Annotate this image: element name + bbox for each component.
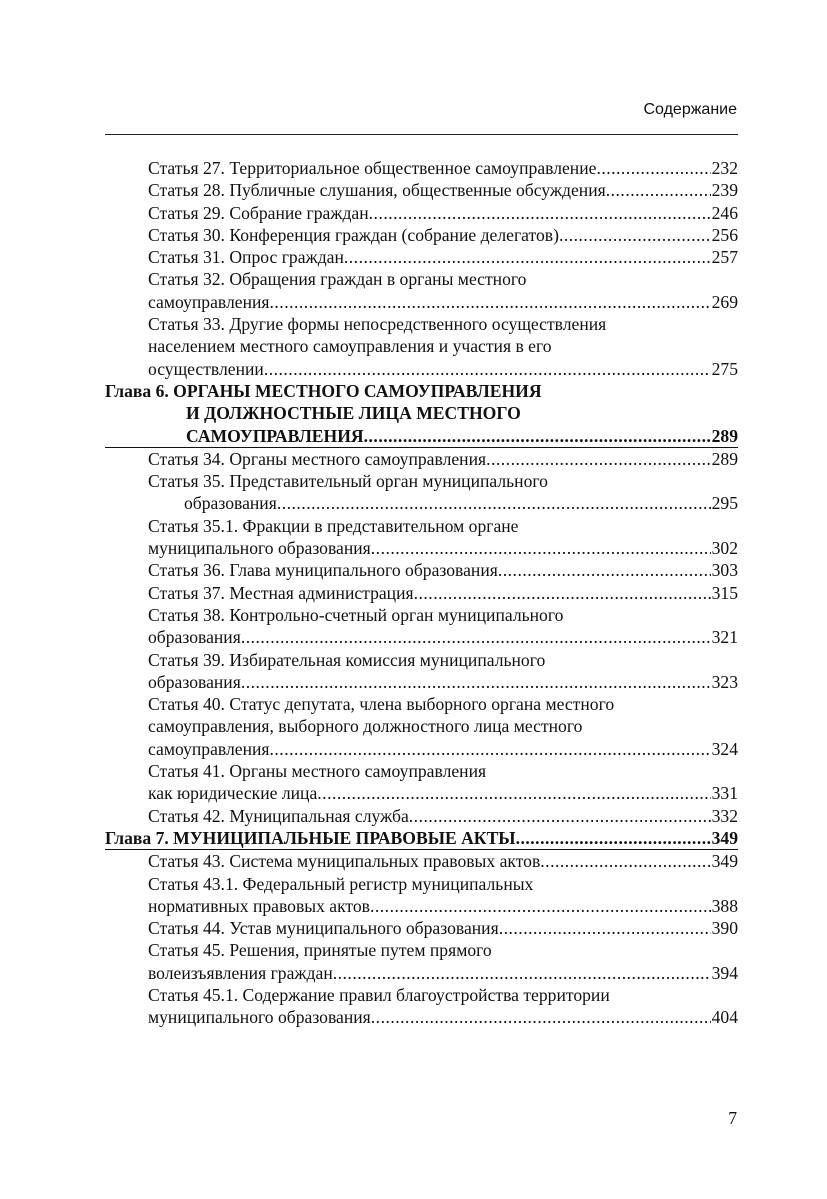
toc-entry-title: Статья 42. Муниципальная служба bbox=[148, 805, 409, 826]
toc-article-entry[interactable] bbox=[105, 515, 738, 560]
dot-leader bbox=[498, 559, 711, 581]
toc-page-number: 324 bbox=[711, 738, 738, 759]
toc-page-number: 323 bbox=[711, 671, 738, 692]
toc-page-number: 315 bbox=[711, 582, 738, 603]
toc-page-number: 331 bbox=[711, 783, 738, 804]
toc-article-entry[interactable] bbox=[105, 604, 738, 649]
dot-leader bbox=[241, 671, 711, 693]
toc-entry-line bbox=[105, 425, 738, 448]
dot-leader bbox=[370, 895, 711, 917]
toc-article-entry[interactable] bbox=[105, 559, 738, 581]
toc-entry-title: Статья 29. Собрание граждан bbox=[148, 202, 369, 223]
dot-leader bbox=[371, 537, 711, 559]
table-of-contents bbox=[105, 157, 738, 1029]
toc-entry-line bbox=[148, 626, 738, 648]
toc-page-number: 404 bbox=[711, 1007, 738, 1028]
dot-leader bbox=[270, 291, 711, 313]
toc-page-number: 349 bbox=[711, 851, 738, 872]
page-number: 7 bbox=[728, 1108, 737, 1128]
toc-article-entry[interactable] bbox=[105, 760, 738, 805]
toc-page-number: 239 bbox=[711, 180, 738, 201]
toc-entry-line bbox=[148, 671, 738, 693]
toc-page-number: 321 bbox=[711, 627, 738, 648]
toc-entry-line bbox=[148, 358, 738, 380]
dot-leader bbox=[371, 1006, 711, 1028]
dot-leader bbox=[540, 850, 710, 872]
toc-entry-line bbox=[105, 827, 738, 850]
toc-entry-title: Статья 44. Устав муниципального образования bbox=[148, 918, 499, 939]
toc-entry-title: муниципального образования bbox=[148, 538, 371, 559]
toc-article-entry[interactable] bbox=[105, 917, 738, 939]
toc-entry-title: Статья 37. Местная администрация bbox=[148, 582, 414, 603]
toc-entry-title: Статья 28. Публичные слушания, общественные обсуждения bbox=[148, 180, 606, 201]
toc-entry-title: образования bbox=[148, 671, 241, 692]
dot-leader bbox=[277, 492, 711, 514]
toc-entry-title: самоуправления bbox=[148, 738, 270, 759]
toc-entry-title: Статья 30. Конференция граждан (собрание делегатов) bbox=[148, 224, 559, 245]
dot-leader bbox=[333, 962, 711, 984]
dot-leader bbox=[241, 626, 711, 648]
toc-article-entry[interactable] bbox=[105, 313, 738, 380]
toc-entry-line bbox=[148, 537, 738, 559]
toc-entry-line bbox=[148, 559, 738, 581]
toc-article-entry[interactable] bbox=[105, 179, 738, 201]
dot-leader bbox=[264, 358, 711, 380]
toc-entry-line bbox=[148, 246, 738, 268]
toc-article-entry[interactable] bbox=[105, 448, 738, 470]
toc-article-entry[interactable] bbox=[105, 582, 738, 604]
toc-entry-line bbox=[148, 582, 738, 604]
dot-leader bbox=[317, 782, 710, 804]
toc-page-number: 303 bbox=[711, 560, 738, 581]
toc-entry-line bbox=[148, 1006, 738, 1028]
toc-article-entry[interactable] bbox=[105, 202, 738, 224]
toc-page-number: 289 bbox=[711, 425, 738, 446]
dot-leader bbox=[270, 738, 711, 760]
toc-page-number: 349 bbox=[711, 827, 738, 848]
toc-entry-title: Глава 7. МУНИЦИПАЛЬНЫЕ ПРАВОВЫЕ АКТЫ bbox=[105, 827, 516, 848]
toc-entry-line: Статья 45.1. Содержание правил благоустройства территории bbox=[148, 984, 610, 1005]
toc-article-entry[interactable] bbox=[105, 984, 738, 1029]
toc-page-number: 302 bbox=[711, 538, 738, 559]
toc-page-number: 388 bbox=[711, 895, 738, 916]
toc-entry-title: самоуправления bbox=[148, 291, 270, 312]
toc-entry-line: Статья 33. Другие формы непосредственного осуществления bbox=[148, 314, 607, 335]
toc-entry-title: Статья 36. Глава муниципального образования bbox=[148, 560, 498, 581]
toc-entry-title: Статья 34. Органы местного самоуправления bbox=[148, 448, 487, 469]
toc-entry-line: И ДОЛЖНОСТНЫЕ ЛИЦА МЕСТНОГО bbox=[186, 403, 521, 424]
toc-page-number: 232 bbox=[711, 158, 738, 178]
toc-article-entry[interactable] bbox=[105, 649, 738, 694]
toc-page-number: 246 bbox=[711, 202, 738, 223]
toc-article-entry[interactable] bbox=[105, 873, 738, 918]
toc-entry-title: Статья 43. Система муниципальных правовых актов bbox=[148, 851, 541, 872]
toc-article-entry[interactable] bbox=[105, 224, 738, 246]
toc-entry-line bbox=[148, 850, 738, 872]
toc-entry-line: Глава 6. ОРГАНЫ МЕСТНОГО САМОУПРАВЛЕНИЯ bbox=[105, 380, 542, 401]
toc-entry-line: Статья 38. Контрольно-счетный орган муниципального bbox=[148, 604, 564, 625]
toc-chapter-entry[interactable] bbox=[105, 827, 738, 850]
toc-page-number: 390 bbox=[711, 918, 738, 939]
toc-entry-title: образования bbox=[148, 627, 241, 648]
toc-entry-line bbox=[148, 962, 738, 984]
toc-entry-title: образования bbox=[184, 493, 277, 514]
toc-article-entry[interactable] bbox=[105, 850, 738, 872]
toc-entry-line: Статья 45. Решения, принятые путем прямого bbox=[148, 940, 492, 961]
toc-entry-line: Статья 41. Органы местного самоуправления bbox=[148, 761, 487, 782]
toc-page-number: 394 bbox=[711, 962, 738, 983]
toc-entry-title: Статья 27. Территориальное общественное самоуправление bbox=[148, 158, 597, 178]
dot-leader bbox=[486, 448, 711, 470]
toc-entry-title: муниципального образования bbox=[148, 1007, 371, 1028]
running-title: Содержание bbox=[643, 101, 737, 118]
dot-leader bbox=[364, 425, 711, 447]
toc-entry-line: самоуправления, выборного должностного лица местного bbox=[148, 716, 583, 737]
toc-article-entry[interactable] bbox=[105, 268, 738, 313]
toc-entry-line bbox=[148, 805, 738, 827]
toc-entry-line bbox=[148, 224, 738, 246]
toc-article-entry[interactable] bbox=[105, 939, 738, 984]
toc-page-number: 295 bbox=[711, 493, 738, 514]
dot-leader bbox=[369, 202, 711, 224]
toc-entry-title: осуществлении bbox=[148, 358, 264, 379]
toc-entry-title: Статья 31. Опрос граждан bbox=[148, 247, 344, 268]
toc-page-number: 269 bbox=[711, 291, 738, 312]
toc-entry-line: населением местного самоуправления и участия в его bbox=[148, 336, 552, 357]
toc-page-number: 257 bbox=[711, 247, 738, 268]
toc-entry-title: САМОУПРАВЛЕНИЯ bbox=[186, 425, 364, 446]
dot-leader bbox=[409, 805, 711, 827]
toc-entry-line bbox=[148, 738, 738, 760]
toc-chapter-entry[interactable] bbox=[105, 380, 738, 448]
toc-entry-line bbox=[148, 917, 738, 939]
toc-page-number: 289 bbox=[711, 448, 738, 469]
dot-leader bbox=[516, 827, 711, 849]
toc-entry-line bbox=[148, 202, 738, 224]
toc-entry-line: Статья 35. Представительный орган муниципального bbox=[148, 471, 548, 492]
toc-entry-line bbox=[148, 492, 738, 514]
dot-leader bbox=[414, 582, 711, 604]
toc-entry-title: нормативных правовых актов bbox=[148, 895, 370, 916]
dot-leader bbox=[499, 917, 711, 939]
toc-entry-line: Статья 32. Обращения граждан в органы местного bbox=[148, 269, 527, 290]
toc-entry-line bbox=[148, 157, 738, 179]
toc-entry-title: волеизъявления граждан bbox=[148, 962, 333, 983]
toc-page-number: 332 bbox=[711, 805, 738, 826]
toc-entry-line: Статья 39. Избирательная комиссия муниципального bbox=[148, 649, 546, 670]
header-divider bbox=[105, 134, 738, 135]
toc-entry-line bbox=[148, 448, 738, 470]
toc-entry-line: Статья 40. Статус депутата, члена выборного органа местного bbox=[148, 694, 615, 715]
dot-leader bbox=[344, 246, 711, 268]
toc-entry-line bbox=[148, 291, 738, 313]
toc-article-entry[interactable] bbox=[105, 246, 738, 268]
toc-entry-line bbox=[148, 895, 738, 917]
dot-leader bbox=[606, 179, 711, 201]
toc-entry-title: как юридические лица bbox=[148, 783, 318, 804]
toc-article-entry[interactable] bbox=[105, 693, 738, 760]
toc-entry-line bbox=[148, 782, 738, 804]
toc-entry-line bbox=[148, 179, 738, 201]
toc-entry-line: Статья 35.1. Фракции в представительном органе bbox=[148, 515, 519, 536]
toc-article-entry[interactable] bbox=[105, 470, 738, 515]
dot-leader bbox=[559, 224, 711, 246]
dot-leader bbox=[596, 157, 710, 179]
toc-article-entry[interactable] bbox=[105, 157, 738, 179]
toc-page-number: 275 bbox=[711, 358, 738, 379]
toc-page-number: 256 bbox=[711, 224, 738, 245]
toc-entry-line: Статья 43.1. Федеральный регистр муниципальных bbox=[148, 873, 534, 894]
toc-article-entry[interactable] bbox=[105, 805, 738, 827]
